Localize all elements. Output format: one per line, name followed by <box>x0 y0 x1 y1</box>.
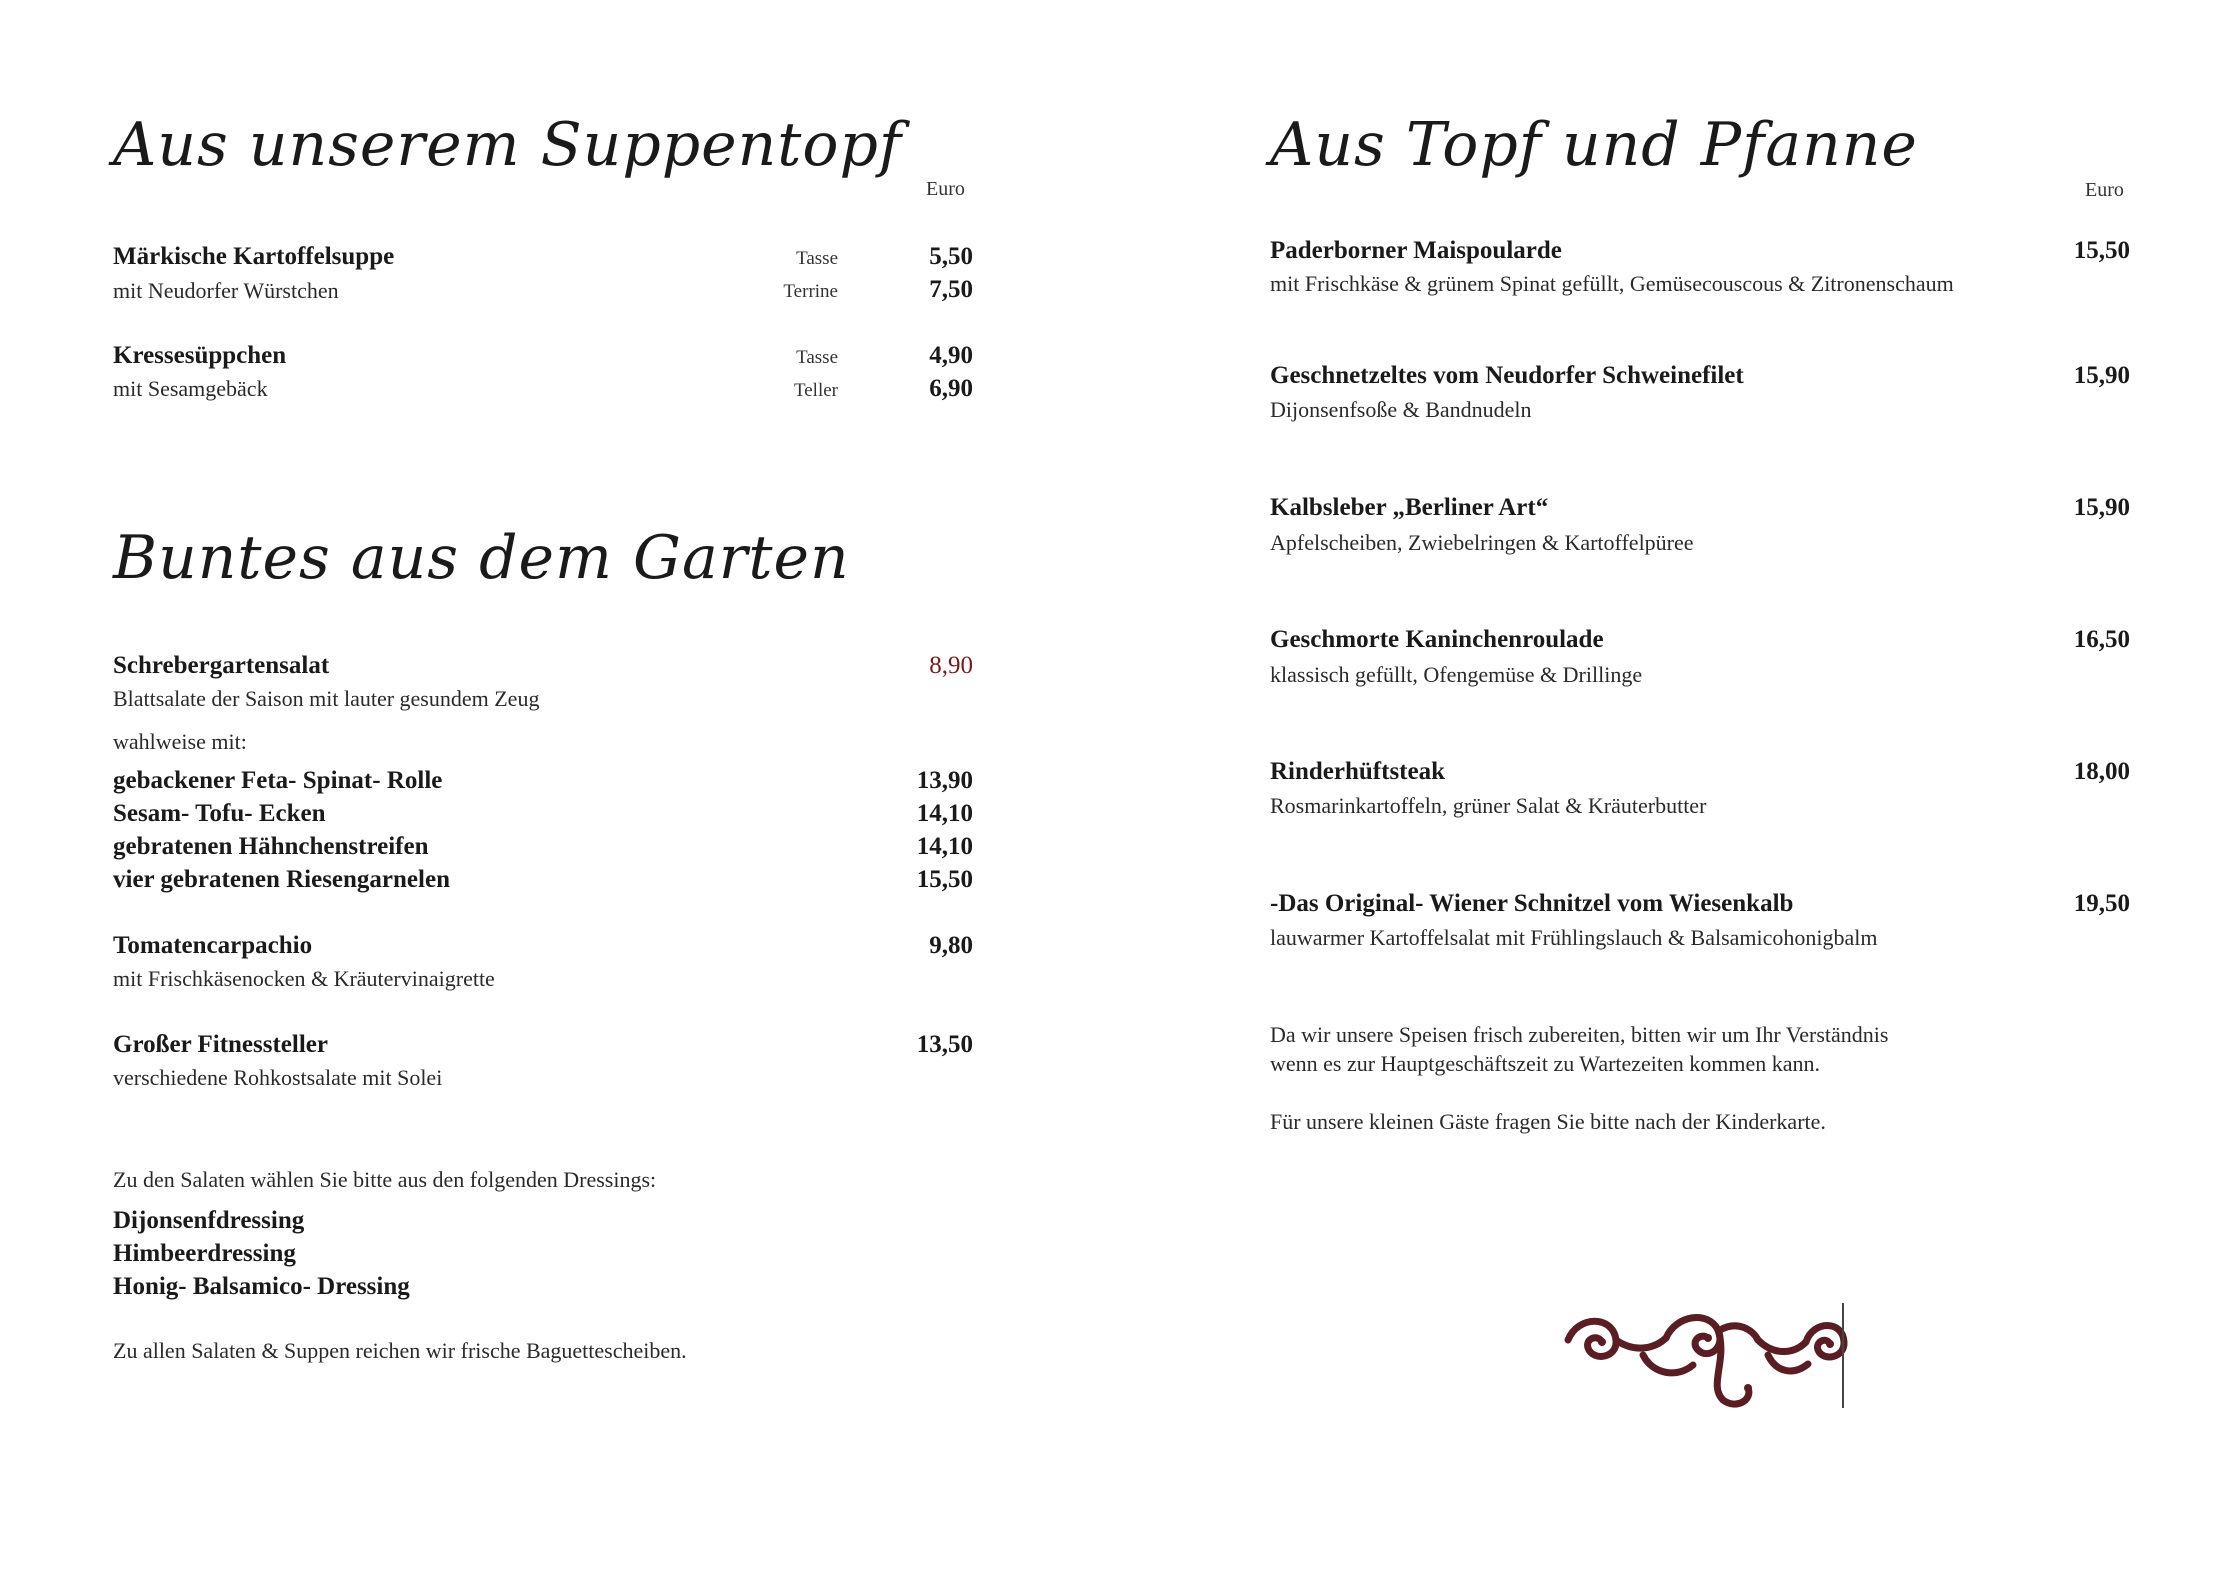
main-dishes-title: Aus Topf und Pfanne <box>1270 110 1918 180</box>
soup-item-price: 7,50 <box>929 276 973 303</box>
option-price: 14,10 <box>916 833 973 860</box>
dressing-intro: Zu den Salaten wählen Sie bitte aus den folgenden Dressings: <box>113 1167 657 1192</box>
dish-price: 18,00 <box>2073 758 2130 785</box>
soup-item-name: Kressesüppchen <box>113 342 287 369</box>
dish-desc: klassisch gefüllt, Ofengemüse & Drillinge <box>1270 662 1643 687</box>
dish-price: 16,50 <box>2073 626 2130 653</box>
dish-desc: Dijonsenfsoße & Bandnudeln <box>1270 397 1532 422</box>
soup-section-title: Aus unserem Suppentopf <box>113 110 903 180</box>
soup-item-size: Teller <box>793 380 838 401</box>
option-name: Sesam- Tofu- Ecken <box>113 800 326 827</box>
fitness-desc: verschiedene Rohkostsalate mit Solei <box>113 1065 443 1090</box>
salad-desc: Blattsalate der Saison mit lauter gesundem Zeug <box>113 686 540 711</box>
dish-name: Paderborner Maispoularde <box>1270 237 1562 264</box>
options-label: wahlweise mit: <box>113 729 247 754</box>
salad-name: Schrebergartensalat <box>113 652 330 679</box>
soup-item-name: Märkische Kartoffelsuppe <box>113 243 395 270</box>
option-price: 14,10 <box>916 800 973 827</box>
dish-price: 19,50 <box>2073 890 2130 917</box>
main-dishes-euro-label: Euro <box>2085 179 2124 201</box>
soup-item-size: Tasse <box>796 248 838 269</box>
option-name: vier gebratenen Riesengarnelen <box>113 866 450 893</box>
soup-item-price: 5,50 <box>929 243 973 270</box>
notice-line: wenn es zur Hauptgeschäftszeit zu Wartezeiten kommen kann. <box>1270 1051 1821 1076</box>
dressing-name: Himbeerdressing <box>113 1240 296 1267</box>
salad-price: 8,90 <box>929 652 973 679</box>
soup-item-size: Terrine <box>783 281 838 302</box>
option-name: gebackener Feta- Spinat- Rolle <box>113 767 443 794</box>
carpaccio-desc: mit Frischkäsenocken & Kräutervinaigrette <box>113 966 495 991</box>
dish-price: 15,90 <box>2073 494 2130 521</box>
soup-item-size: Tasse <box>796 347 838 368</box>
kids-note: Für unsere kleinen Gäste fragen Sie bitte nach der Kinderkarte. <box>1270 1109 1826 1134</box>
dish-desc: Rosmarinkartoffeln, grüner Salat & Kräuterbutter <box>1270 793 1707 818</box>
notice-line: Da wir unsere Speisen frisch zubereiten, bitten wir um Ihr Verständnis <box>1270 1022 1889 1047</box>
option-price: 13,90 <box>916 767 973 794</box>
fitness-name: Großer Fitnessteller <box>113 1031 328 1058</box>
flourish-ornament-icon <box>1558 1300 1853 1412</box>
carpaccio-price: 9,80 <box>929 932 973 959</box>
dish-price: 15,90 <box>2073 362 2130 389</box>
dish-desc: lauwarmer Kartoffelsalat mit Frühlingslauch & Balsamicohonigbalm <box>1270 925 1878 950</box>
carpaccio-name: Tomatencarpachio <box>113 932 313 959</box>
dish-name: Kalbsleber „Berliner Art“ <box>1270 494 1549 521</box>
soup-item-desc: mit Neudorfer Würstchen <box>113 278 339 303</box>
soup-item-price: 6,90 <box>929 375 973 402</box>
ornament-divider-line <box>1842 1303 1844 1408</box>
dish-name: -Das Original- Wiener Schnitzel vom Wiesenkalb <box>1270 890 1794 917</box>
soup-euro-label: Euro <box>926 178 965 200</box>
dish-name: Geschnetzeltes vom Neudorfer Schweinefilet <box>1270 362 1744 389</box>
soup-item-price: 4,90 <box>929 342 973 369</box>
garden-section-title: Buntes aus dem Garten <box>113 523 850 593</box>
dressing-name: Honig- Balsamico- Dressing <box>113 1273 410 1300</box>
option-price: 15,50 <box>916 866 973 893</box>
dish-price: 15,50 <box>2073 237 2130 264</box>
fitness-price: 13,50 <box>916 1031 973 1058</box>
dressing-name: Dijonsenfdressing <box>113 1207 305 1234</box>
baguette-note: Zu allen Salaten & Suppen reichen wir frische Baguettescheiben. <box>113 1338 687 1363</box>
soup-item-desc: mit Sesamgebäck <box>113 376 268 401</box>
dish-name: Geschmorte Kaninchenroulade <box>1270 626 1604 653</box>
dish-name: Rinderhüftsteak <box>1270 758 1446 785</box>
dish-desc: Apfelscheiben, Zwiebelringen & Kartoffelpüree <box>1270 530 1694 555</box>
option-name: gebratenen Hähnchenstreifen <box>113 833 429 860</box>
dish-desc: mit Frischkäse & grünem Spinat gefüllt, Gemüsecouscous & Zitronenschaum <box>1270 271 1954 296</box>
